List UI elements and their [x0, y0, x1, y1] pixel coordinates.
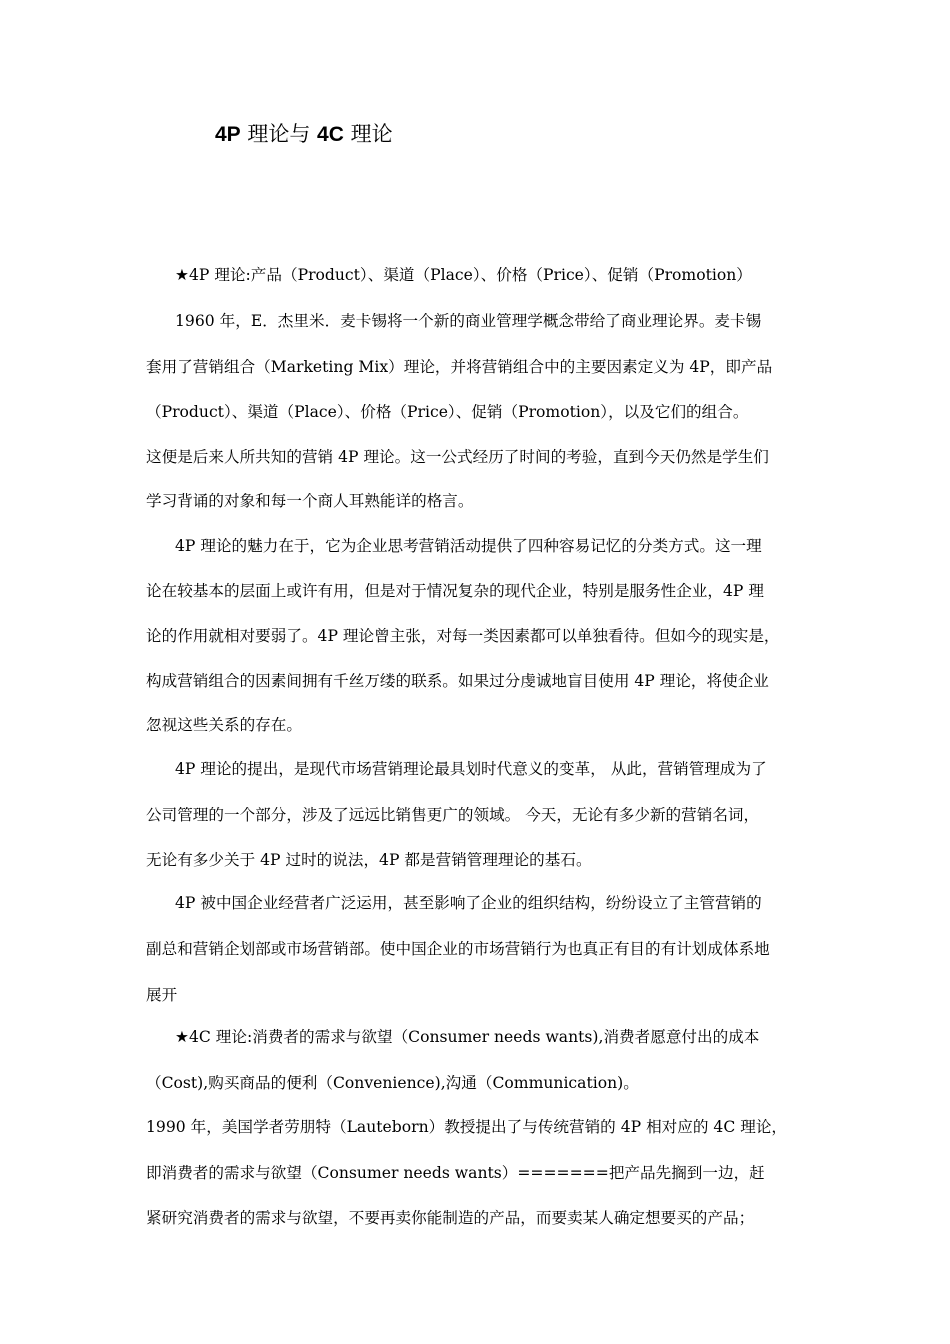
heading-4p-theory: ★4P 理论:产品（Product）、渠道（Place）、价格（Price）、促销（Promotion）: [175, 266, 752, 284]
paragraph-line: 论的作用就相对要弱了。4P 理论曾主张，对每一类因素都可以单独看待。但如今的现实是，: [146, 627, 780, 645]
title-text-1: 理论与: [240, 122, 318, 146]
paragraph-line: 紧研究消费者的需求与欲望，不要再卖你能制造的产品，而要卖某人确定想要买的产品；: [146, 1209, 755, 1227]
paragraph-line: 即消费者的需求与欲望（Consumer needs wants）=======把产品先搁到一边，赶: [146, 1164, 765, 1182]
paragraph-line: 忽视这些关系的存在。: [146, 716, 302, 734]
title-text-2: 理论: [343, 122, 393, 146]
paragraph-line: 展开: [146, 986, 178, 1004]
paragraph-line: 1960 年，E．杰里米．麦卡锡将一个新的商业管理学概念带给了商业理论界。麦卡锡: [175, 312, 762, 330]
heading-4c-theory: ★4C 理论:消费者的需求与欲望（Consumer needs wants),消费者愿意付出的成本: [175, 1028, 760, 1046]
paragraph-line: 副总和营销企划部或市场营销部。使中国企业的市场营销行为也真正有目的有计划成体系地: [146, 940, 770, 958]
paragraph-line: （Cost),购买商品的便利（Convenience),沟通（Communication)。: [146, 1074, 639, 1092]
paragraph-line: 4P 理论的魅力在于，它为企业思考营销活动提供了四种容易记忆的分类方式。这一理: [175, 537, 762, 555]
document-title: [215, 119, 393, 150]
paragraph-line: 这便是后来人所共知的营销 4P 理论。这一公式经历了时间的考验，直到今天仍然是学生们: [146, 448, 769, 466]
paragraph-line: 4P 被中国企业经营者广泛运用，甚至影响了企业的组织结构，纷纷设立了主管营销的: [175, 894, 762, 912]
title-4p: 4P: [215, 123, 241, 146]
title-4c: 4C: [317, 123, 344, 146]
paragraph-line: 学习背诵的对象和每一个商人耳熟能详的格言。: [146, 492, 474, 510]
paragraph-line: 4P 理论的提出，是现代市场营销理论最具划时代意义的变革， 从此，营销管理成为了: [175, 760, 767, 778]
paragraph-line: （Product）、渠道（Place）、价格（Price）、促销（Promotion），以及它们的组合。: [146, 403, 749, 421]
paragraph-line: 论在较基本的层面上或许有用，但是对于情况复杂的现代企业，特别是服务性企业，4P 理: [146, 582, 764, 600]
paragraph-line: 构成营销组合的因素间拥有千丝万缕的联系。如果过分虔诚地盲目使用 4P 理论，将使企业: [146, 672, 769, 690]
paragraph-line: 套用了营销组合（Marketing Mix）理论，并将营销组合中的主要因素定义为 4P，即产品: [146, 358, 773, 376]
paragraph-line: 无论有多少关于 4P 过时的说法，4P 都是营销管理理论的基石。: [146, 851, 592, 869]
paragraph-line: 1990 年，美国学者劳朋特（Lauteborn）教授提出了与传统营销的 4P 相对应的 4C 理论，: [146, 1118, 788, 1136]
paragraph-line: 公司管理的一个部分，涉及了远远比销售更广的领域。 今天，无论有多少新的营销名词，: [146, 806, 760, 824]
